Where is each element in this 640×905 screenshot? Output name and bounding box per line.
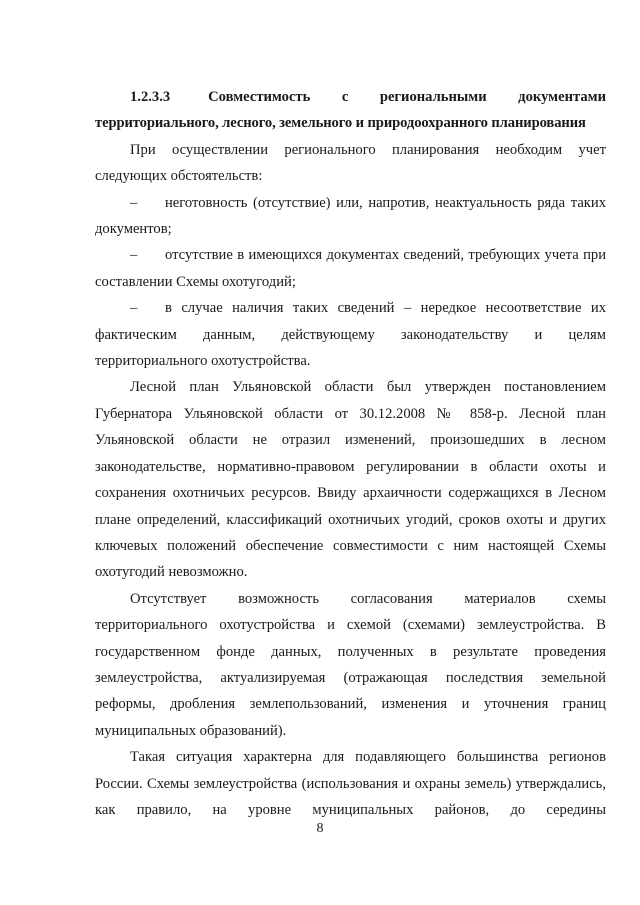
- body-paragraph: Такая ситуация характерна для подавляющего большинства регионов России. Схемы землеустройства (использования и охраны земель) утверждались, как правило, на уровне муниципальных районов, до середины: [95, 749, 606, 818]
- section-heading: [95, 84, 606, 110]
- list-item-text: неготовность (отсутствие) или, напротив, неактуальность ряда таких документов;: [95, 194, 606, 238]
- section-number: 1.2.3.3: [130, 89, 171, 105]
- body-paragraph: Лесной план Ульяновской области был утвержден постановлением Губернатора Ульяновской области от 30.12.2008 № 858-р. Лесной план Ульяновской области не отразил изменений, произошедших в лесном законодательстве, нормативно-правовом регулировании в области охоты и сохранения охотничьих ресурсов. Ввиду архаичности содержащихся в Лесном плане определений, классификаций охотничьих угодий, сроков охоты и других ключевых положений обеспечение совместимости с ним настоящей Схемы охотугодий невозможно.: [95, 379, 606, 581]
- list-dash: –: [130, 300, 138, 317]
- list-dash: –: [130, 194, 138, 211]
- list-item: [95, 242, 606, 295]
- section-title-line2: территориального, лесного, земельного и природоохранного планирования: [95, 115, 586, 132]
- section-heading-line2: [95, 110, 606, 136]
- list-dash: –: [130, 247, 138, 264]
- page-content: [95, 84, 606, 823]
- body-paragraph: Отсутствует возможность согласования материалов схемы территориального охотустройства и схемой (схемами) землеустройства. В государственном фонде данных, полученных в результате проведения землеустройства, актуализируемая (отражающая последствия земельной реформы, дробления землепользований, изменения и уточнения границ муниципальных образований).: [95, 590, 606, 739]
- section-title-line1: Совместимость с региональными документами: [208, 89, 606, 105]
- list-item-text: отсутствие в имеющихся документах сведений, требующих учета при составлении Схемы охотугодий;: [95, 247, 606, 290]
- list-item: [95, 295, 606, 374]
- intro-paragraph: При осуществлении регионального планирования необходим учет следующих обстоятельств:: [95, 141, 606, 185]
- page-number: 8: [316, 821, 324, 836]
- list-item: [95, 190, 606, 243]
- list-item-text: в случае наличия таких сведений – нередкое несоответствие их фактическим данным, действующему законодательству и целям территориального охотустройства.: [95, 300, 606, 370]
